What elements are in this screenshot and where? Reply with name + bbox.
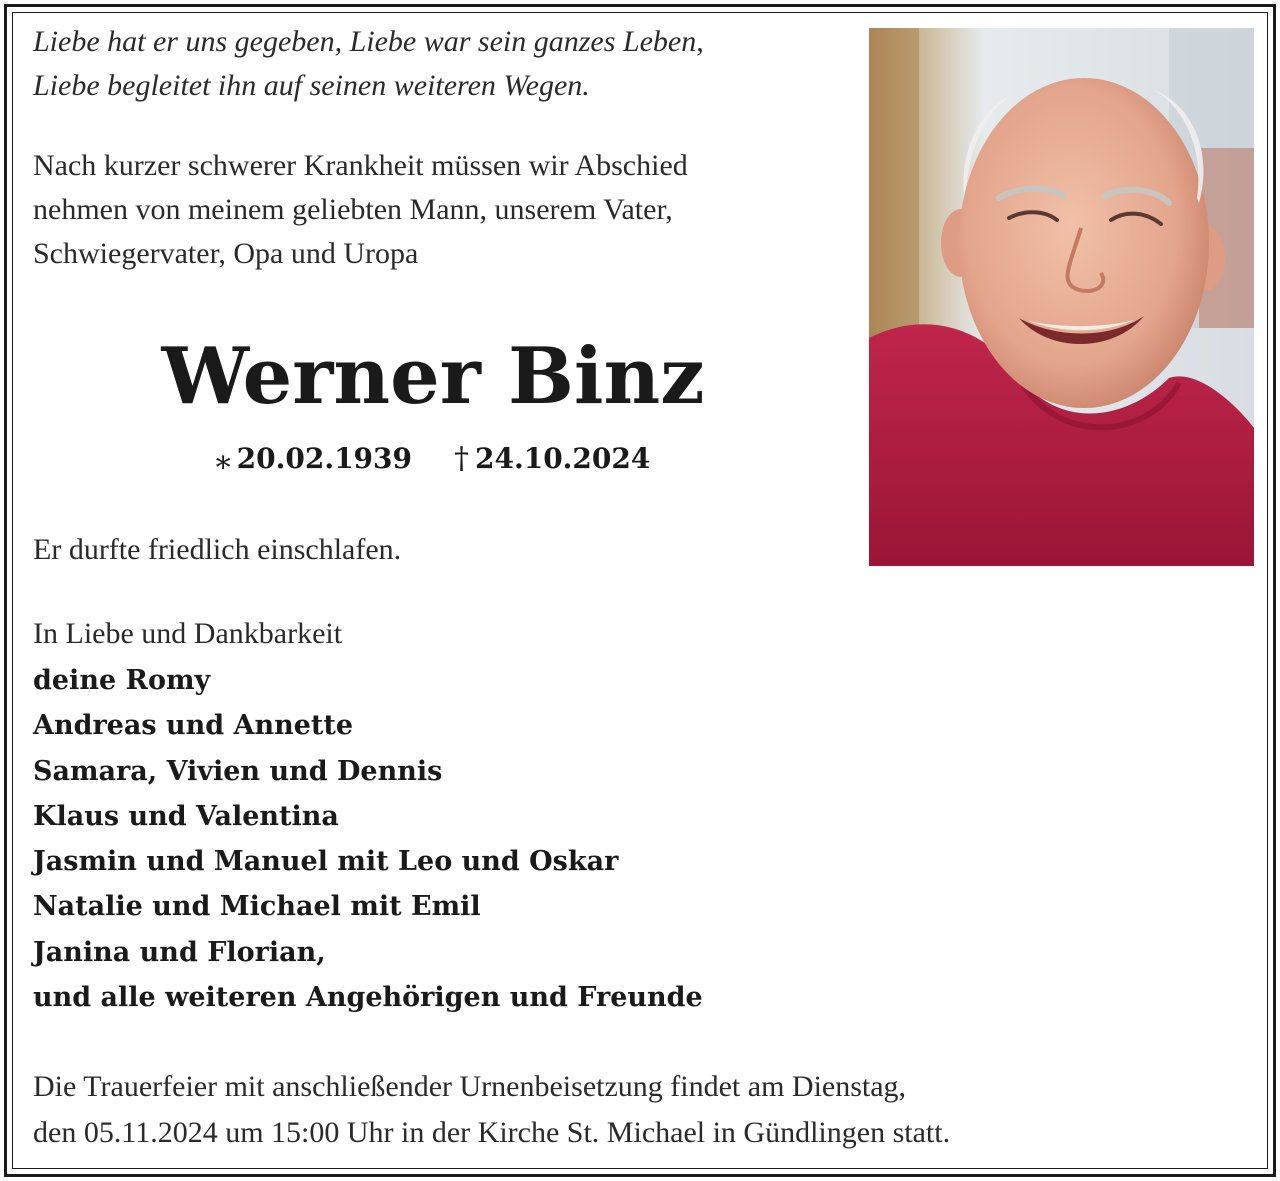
death-date: 24.10.2024	[475, 442, 651, 475]
family-member: und alle weiteren Angehörigen und Freunde	[33, 982, 703, 1014]
sleep-text: Er durfte friedlich einschlafen.	[33, 533, 402, 566]
intro-line: Nach kurzer schwerer Krankheit müssen wir Abschied	[33, 149, 688, 182]
family-member: Samara, Vivien und Dennis	[33, 755, 443, 787]
service-line: den 05.11.2024 um 15:00 Uhr in der Kirche St. Michael in Gündlingen statt.	[33, 1116, 951, 1149]
portrait-photo	[869, 28, 1254, 566]
life-dates	[33, 434, 833, 484]
motto-line: Liebe begleitet ihn auf seinen weiteren Wegen.	[33, 69, 590, 102]
portrait-illustration	[869, 28, 1254, 566]
service-notice	[33, 1064, 950, 1156]
family-member: Klaus und Valentina	[33, 800, 339, 832]
birth-star-icon: ⁎	[215, 441, 231, 476]
closing-text: In Liebe und Dankbarkeit	[33, 617, 343, 650]
birth-date: 20.02.1939	[236, 442, 412, 475]
service-line: Die Trauerfeier mit anschließender Urnenbeisetzung findet am Dienstag,	[33, 1070, 907, 1103]
motto-verse	[33, 20, 833, 108]
intro-line: Schwiegervater, Opa und Uropa	[33, 237, 419, 270]
family-member: Janina und Florian,	[33, 936, 326, 968]
family-member: Jasmin und Manuel mit Leo und Oskar	[33, 846, 619, 878]
motto-line: Liebe hat er uns gegeben, Liebe war sein ganzes Leben,	[33, 25, 704, 58]
intro-text	[33, 144, 833, 276]
family-list	[33, 658, 703, 1020]
family-member: Natalie und Michael mit Emil	[33, 891, 481, 923]
family-member: Andreas und Annette	[33, 710, 354, 742]
deceased-name: Werner Binz	[161, 331, 705, 422]
family-member: deine Romy	[33, 665, 211, 696]
intro-line: nehmen von meinem geliebten Mann, unserem Vater,	[33, 193, 673, 226]
death-cross-icon: †	[454, 441, 469, 476]
